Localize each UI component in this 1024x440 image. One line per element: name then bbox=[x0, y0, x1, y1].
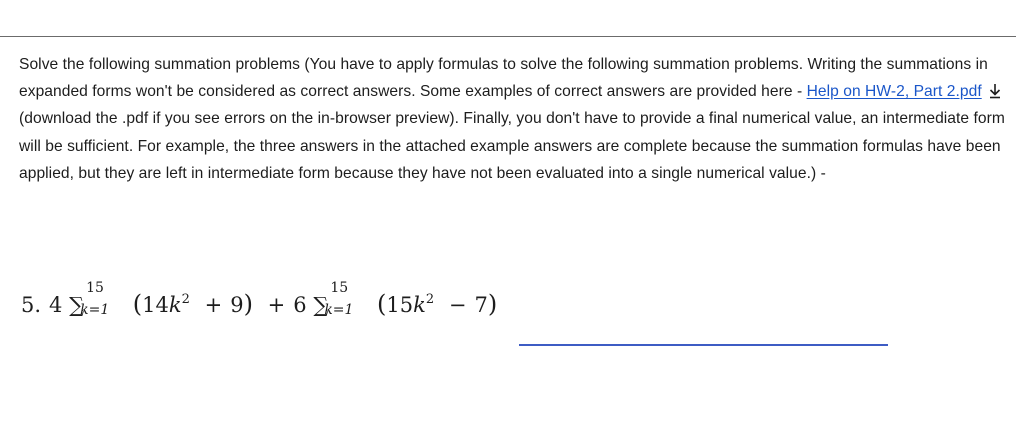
download-arrow-icon[interactable] bbox=[988, 83, 1002, 99]
term-2-const: 7 bbox=[474, 293, 488, 317]
term-2-op: − bbox=[448, 293, 467, 317]
top-divider bbox=[0, 36, 1016, 37]
sigma-2-upper: 15 bbox=[330, 280, 349, 296]
term-2-coef: 15 bbox=[386, 293, 414, 317]
paren-close-1: ) bbox=[243, 290, 253, 318]
coefficient-2: 6 bbox=[293, 293, 307, 317]
paren-open-1: ( bbox=[132, 290, 143, 318]
sigma-2: ∑ bbox=[313, 293, 329, 317]
instructions-after-link: (download the .pdf if you see errors on the in-browser preview). Finally, you don't have to provide a final numerical value, an intermediate form will be sufficient. For example, the three answers in the attached example answers are complete because the summation formulas have been applied, but they are left in intermediate form because they have not been evaluated into a single numerical value.) - bbox=[19, 110, 1005, 182]
sigma-1-upper: 15 bbox=[86, 280, 104, 296]
instructions-text bbox=[19, 51, 1009, 187]
join-op: + bbox=[267, 293, 286, 317]
help-pdf-link[interactable]: Help on HW-2, Part 2.pdf bbox=[806, 83, 982, 101]
term-1-exp: 2 bbox=[181, 292, 190, 307]
problem-number: 5. bbox=[21, 293, 42, 317]
term-1-var: k bbox=[168, 293, 182, 317]
sigma-2-limits bbox=[324, 280, 370, 318]
term-1-coef: 14 bbox=[142, 293, 169, 317]
problem-expression bbox=[21, 280, 498, 318]
coefficient-1: 4 bbox=[49, 293, 63, 317]
answer-input-line[interactable] bbox=[519, 344, 888, 346]
sigma-1: ∑ bbox=[69, 293, 85, 317]
sigma-2-lower: k=1 bbox=[324, 302, 354, 318]
instructions-before-link: Solve the following summation problems (You have to apply formulas to solve the following summation problems. Writing the summations in expanded forms won't be considered as correct answers. Some examples of correct answers are provided here - bbox=[19, 56, 988, 101]
sigma-1-lower: k=1 bbox=[80, 302, 110, 318]
term-2-var: k bbox=[413, 293, 426, 317]
sigma-1-limits bbox=[80, 280, 126, 318]
paren-close-2: ) bbox=[487, 290, 498, 318]
term-2-exp: 2 bbox=[425, 292, 435, 307]
term-1-const: 9 bbox=[230, 293, 244, 317]
paren-open-2: ( bbox=[377, 290, 387, 318]
term-1-op: + bbox=[204, 293, 223, 317]
